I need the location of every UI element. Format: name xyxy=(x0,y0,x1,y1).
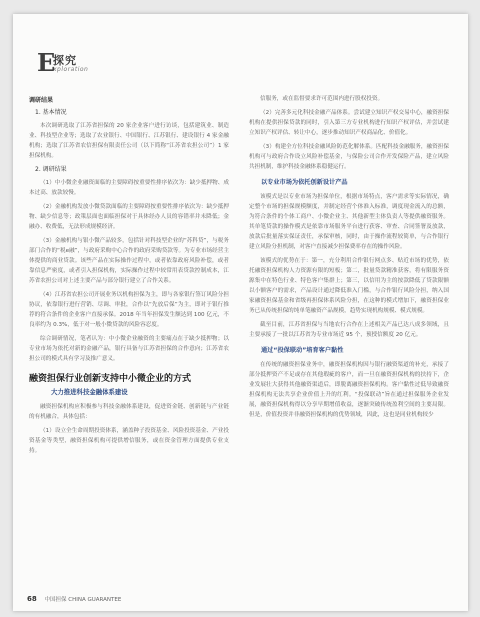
paragraph: （2）金融机构发放小微贷款面临的主要障碍按重要性排序依次为：缺少抵押物、缺少信息等；政策层面也面临担保对于具体经办人员的容错率并未降低；金融办、收费低，无法形成规模经济。 xyxy=(29,204,229,230)
section-heading: 融资担保行业创新支持中小微企业的方式 xyxy=(29,374,192,384)
paragraph: （2）完善多元化科技金融产品体系。尝试建立知识产权交易中心，融资担保机构在提供担保贷款的同时，引入第三方专业机构进行知识产权评估，并尝试建立知识产权评估、转让中心，逐步推动知识产权商品化、价值化。 xyxy=(249,110,449,136)
section-heading: 2. 调研结果 xyxy=(35,166,67,173)
paragraph: （1）设立全生命周期投资体系，涵盖种子投资基金、风险投资基金、产业投资基金等类型，融资担保机构可提供增信服务，或在资金管理方面提供专业支持。 xyxy=(29,428,229,454)
paragraph: 信服务，或在监督要求许可范围内进行股权投资。 xyxy=(260,96,384,102)
paragraph: （3）金融机构与银小微产品较多，包括针对科技型企业的“苏科贷”，与税务部门合作的“税e融”，与政府采购中心合作的政府采购贷款等。为专业市场经营主体提供的商业贷款。该些产品在实际操作过程中，或者依靠政府风险补偿，或者靠信息严密度，或者引入担保机构，实际操作过程中较常用表贷款控制成本，江苏省农担公司对上述主要产品与部分银行建立了合作关系。 xyxy=(29,238,229,284)
page-footer xyxy=(27,595,121,603)
left-column xyxy=(29,94,229,460)
paragraph: 在传统的融资担保业务中，融资担保机构因与银行融资渠道的补充，承接了部分抵押资产不足或存在其他瑕疵的客户，而一旦在融资担保机构的扶持下，企业发展壮大获得其他融资渠道后，即脱离融资担保机构。客户黏性过低导致融资担保机构无法共享企业价值上升的红利。“投保联动”旨在通过担保服务企业发展，融资担保机构得以分享早期增值收益，逐渐突破传统盈利空间的主要局限。但是，价值投资并非融资担保机构的优势领域，因此，这也是同业机构较少 xyxy=(249,362,449,418)
paragraph: （4）江苏省农担公司开展业务以机构担保为主，即与各家银行签订风险分担协议，依靠银行进行营销、尽调、审批，合作以“先放后保”为主，即对于银行推荐的符合条件的企业客户直接承保。2018 年当年担保发生额达到 100 亿元，不良率约为 0.3%，低于对一般小微贷款的风险容忍度。 xyxy=(29,292,229,328)
paragraph: 本次调研选取了江苏省担保的 20 家企业客户进行访谈，包括建筑业、制造业、科技型企业等；选取了农业银行、中国银行、江苏银行、建设银行 4 家金融机构；选取了江苏省农信担保有限责任公司（以下简称“江苏省农担公司”）1 家担保机构。 xyxy=(29,123,229,159)
section-heading: 调研结果 xyxy=(29,97,54,104)
section-heading: 通过“投保联动”培育客户黏性 xyxy=(261,347,344,354)
section-heading: 大力推进科技金融体系建设 xyxy=(51,388,128,396)
journal-name: 中国担保 CHINA GUARANTEE xyxy=(44,597,122,603)
page-number: 68 xyxy=(27,595,37,603)
paragraph: 该模式是以专业市场为担保单位，根据市场特点，客户需求等实际情况，确定整个市场的担保规模额度，并制定经营个体准入标准，调度现金流入的总额，为符合条件的个体工商户、小微企业主、其他新型主体负责人等提供融资服务。其单笔贷款的操作模式是依靠市场服务平台进行获客、审查、合同签署及放款，放款后批量落实保证责任，承保审核，同时，由于操作流程较简单，与合作银行建立风险分担机制，对客户直接减少担保费率存在的操作风险。 xyxy=(249,194,449,250)
section-heading: 以专业市场为依托创新设计产品 xyxy=(261,179,348,186)
paragraph: 截至目前，江苏省担保与当地农行合作在上述相关产品已达八成多领域，且主要承接了一批以江苏省为专业市场近 95 个，预授信额度 20 亿元。 xyxy=(249,322,449,338)
logo-letter: E xyxy=(37,48,56,77)
paragraph: 综合调研情况，笔者认为：中小微企业融资的主要痛点在于缺少抵押物；以专业市场为依托对新的金融产品，银行具备与江苏省担保的合作意向；江苏省农担公司的模式具有学习及推广意义。 xyxy=(29,336,229,362)
right-column xyxy=(249,94,449,424)
section-heading: 1. 基本情况 xyxy=(35,109,67,116)
paragraph: （3）构建全方位科技金融风险防范化解体系。匹配科技金融服务，融资担保机构可与政府合作设立风险补偿基金，与保险公司合作开发保险产品，建立风险共担机制，维护科技金融体系稳健运行。 xyxy=(249,144,449,170)
document-page xyxy=(13,14,468,611)
section-logo xyxy=(37,50,107,80)
paragraph: 融资担保机构应积极参与科技金融体系建设，促进资金链、创新链与产业链的有机融合，具体包括： xyxy=(29,404,229,420)
paragraph: 该模式的优势在于：第一，充分利用合作银行网点多、贴近市场的优势，依托融资担保机构人力资源有限的短板；第二，批量贷款精准获客，将有限服务资源集中在特色行业、特色客户集群上；第三，以信用为主的按款降低了贷款限额以小额客户的需求，产品设计通过降低准入门槛，与合作银行风险分担，纳入国家融资担保基金和省级再担保体系风险分担，在这种的模式增加下，融资担保业务已从传统担保的纯单笔融资产品规模，趋势实现机构规模、模式规模。 xyxy=(249,258,449,314)
paragraph: （1）中小微企业融资面临的主要障碍按重要性排序依次为：缺少抵押物、成本过高、放款较慢。 xyxy=(29,180,229,196)
logo-subtitle: xploration xyxy=(53,66,89,73)
logo-title: 探究 xyxy=(53,54,77,67)
